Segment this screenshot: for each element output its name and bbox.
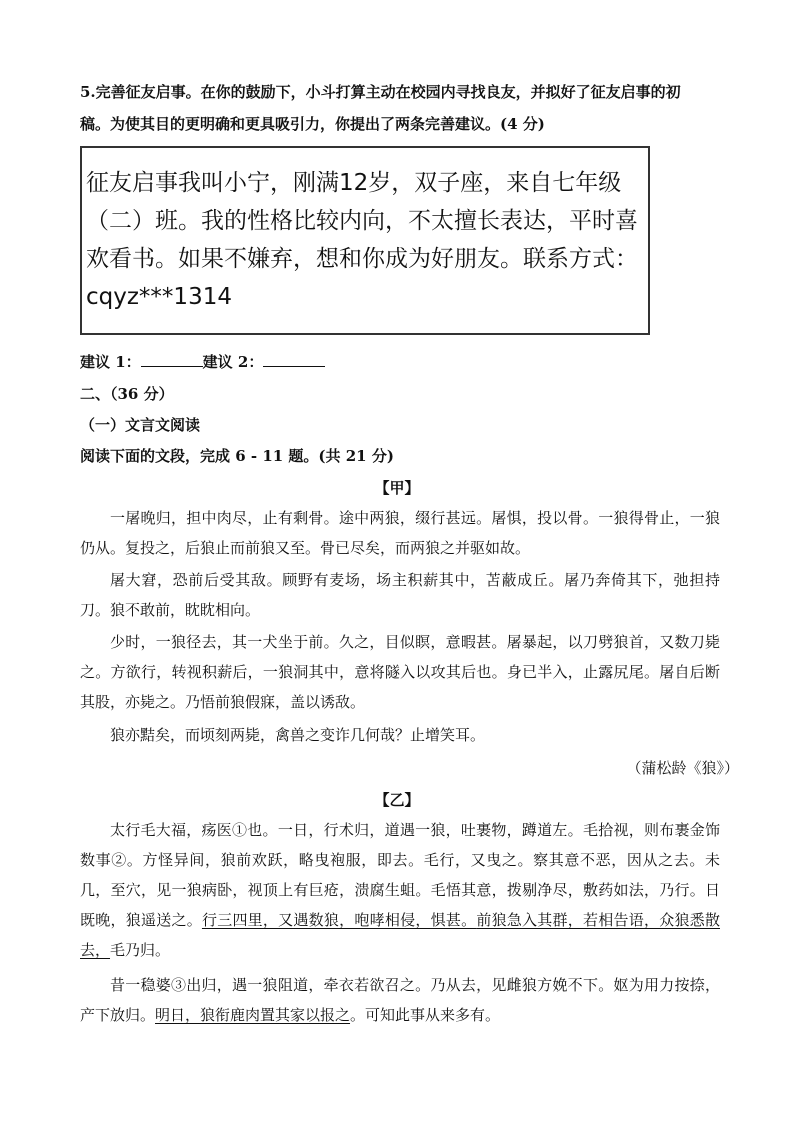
- passage-jia-title: 【甲】: [374, 479, 420, 497]
- underlined-sentence-3: 明日，狼衔鹿肉置其家以报之: [155, 1006, 351, 1024]
- passage-yi-p1-end: 毛乃归。: [110, 941, 171, 959]
- passage-jia-source: （蒲松龄《狼》）: [626, 759, 739, 777]
- suggestion-1-blank[interactable]: [141, 352, 203, 367]
- passage-yi-title: 【乙】: [374, 791, 420, 809]
- passage-jia-paragraph-1: 一屠晚归，担中肉尽，止有剩骨。途中两狼，缀行甚远。屠惧，投以骨。一狼得骨止，一狼仍从。复投之，后狼止而前狼又至。骨已尽矣，而两狼之并驱如故。: [80, 509, 720, 557]
- suggestion-1-label: 建议 1：: [80, 353, 141, 371]
- passage-jia-paragraph-4: 狼亦黠矣，而顷刻两毙，禽兽之变诈几何哉？止增笑耳。: [110, 726, 486, 744]
- friend-notice-text: 征友启事我叫小宁，刚满12岁，双子座，来自七年级（二）班。我的性格比较内向，不太擅长表达，平时喜欢看书。如果不嫌弃，想和你成为好朋友。联系方式：cqyz***1314: [86, 170, 638, 310]
- suggestion-2-blank[interactable]: [263, 352, 325, 367]
- classical-reading-heading: （一）文言文阅读: [80, 416, 201, 434]
- question-5-line-2: 稿。为使其目的更明确和更具吸引力，你提出了两条完善建议。(4 分): [80, 115, 545, 133]
- reading-instruction: 阅读下面的文段，完成 6 - 11 题。(共 21 分): [80, 447, 394, 465]
- passage-yi-p2-text: 昔一稳婆③出归，遇一狼阻道，牵衣若欲召之。乃从去，见雌狼方娩不下。妪为用力按捺，产下放归。: [80, 976, 720, 1024]
- passage-jia-paragraph-2: 屠大窘，恐前后受其敌。顾野有麦场，场主积薪其中，苫蔽成丘。屠乃奔倚其下，弛担持刀。狼不敢前，眈眈相向。: [80, 571, 720, 619]
- suggestion-2-label: 建议 2：: [202, 353, 264, 371]
- passage-yi-p1-text: 太行毛大福，疡医①也。一日，行术归，道遇一狼，吐裹物，蹲道左。毛拾视，则布裹金饰数事②。方怪异间，狼前欢跃，略曳袍服，即去。毛行，又曳之。察其意不恶，因从之去。未几，至穴，见一狼病卧，视顶上有巨疮，溃腐生蛆。毛悟其意，拨剔净尽，敷药如法，乃行。日既晚，狼遥送之。: [80, 821, 720, 929]
- underlined-sentence-1: 行三四里，又遇数狼，咆哮相侵，惧甚。: [201, 911, 477, 929]
- passage-jia-paragraph-3: 少时，一狼径去，其一犬坐于前。久之，目似瞑，意暇甚。屠暴起，以刀劈狼首，又数刀毙之。方欲行，转视积薪后，一狼洞其中，意将隧入以攻其后也。身已半入，止露尻尾。屠自后断其股，亦毙之。乃悟前狼假寐，盖以诱敌。: [80, 633, 720, 711]
- suggestion-row: [80, 352, 325, 372]
- passage-yi-paragraph-2: [80, 970, 720, 1030]
- section-2-heading: 二、（36 分）: [80, 385, 174, 403]
- friend-notice-box: [80, 146, 650, 335]
- underlined-sentence-2: 前狼急入其群，若相告语，众狼悉散去，: [80, 911, 720, 959]
- question-5-line-1: 5.完善征友启事。在你的鼓励下，小斗打算主动在校园内寻找良友，并拟好了征友启事的初: [80, 83, 681, 101]
- passage-yi-p2-end: 。可知此事从来多有。: [350, 1006, 501, 1024]
- passage-yi-paragraph-1: [80, 815, 720, 965]
